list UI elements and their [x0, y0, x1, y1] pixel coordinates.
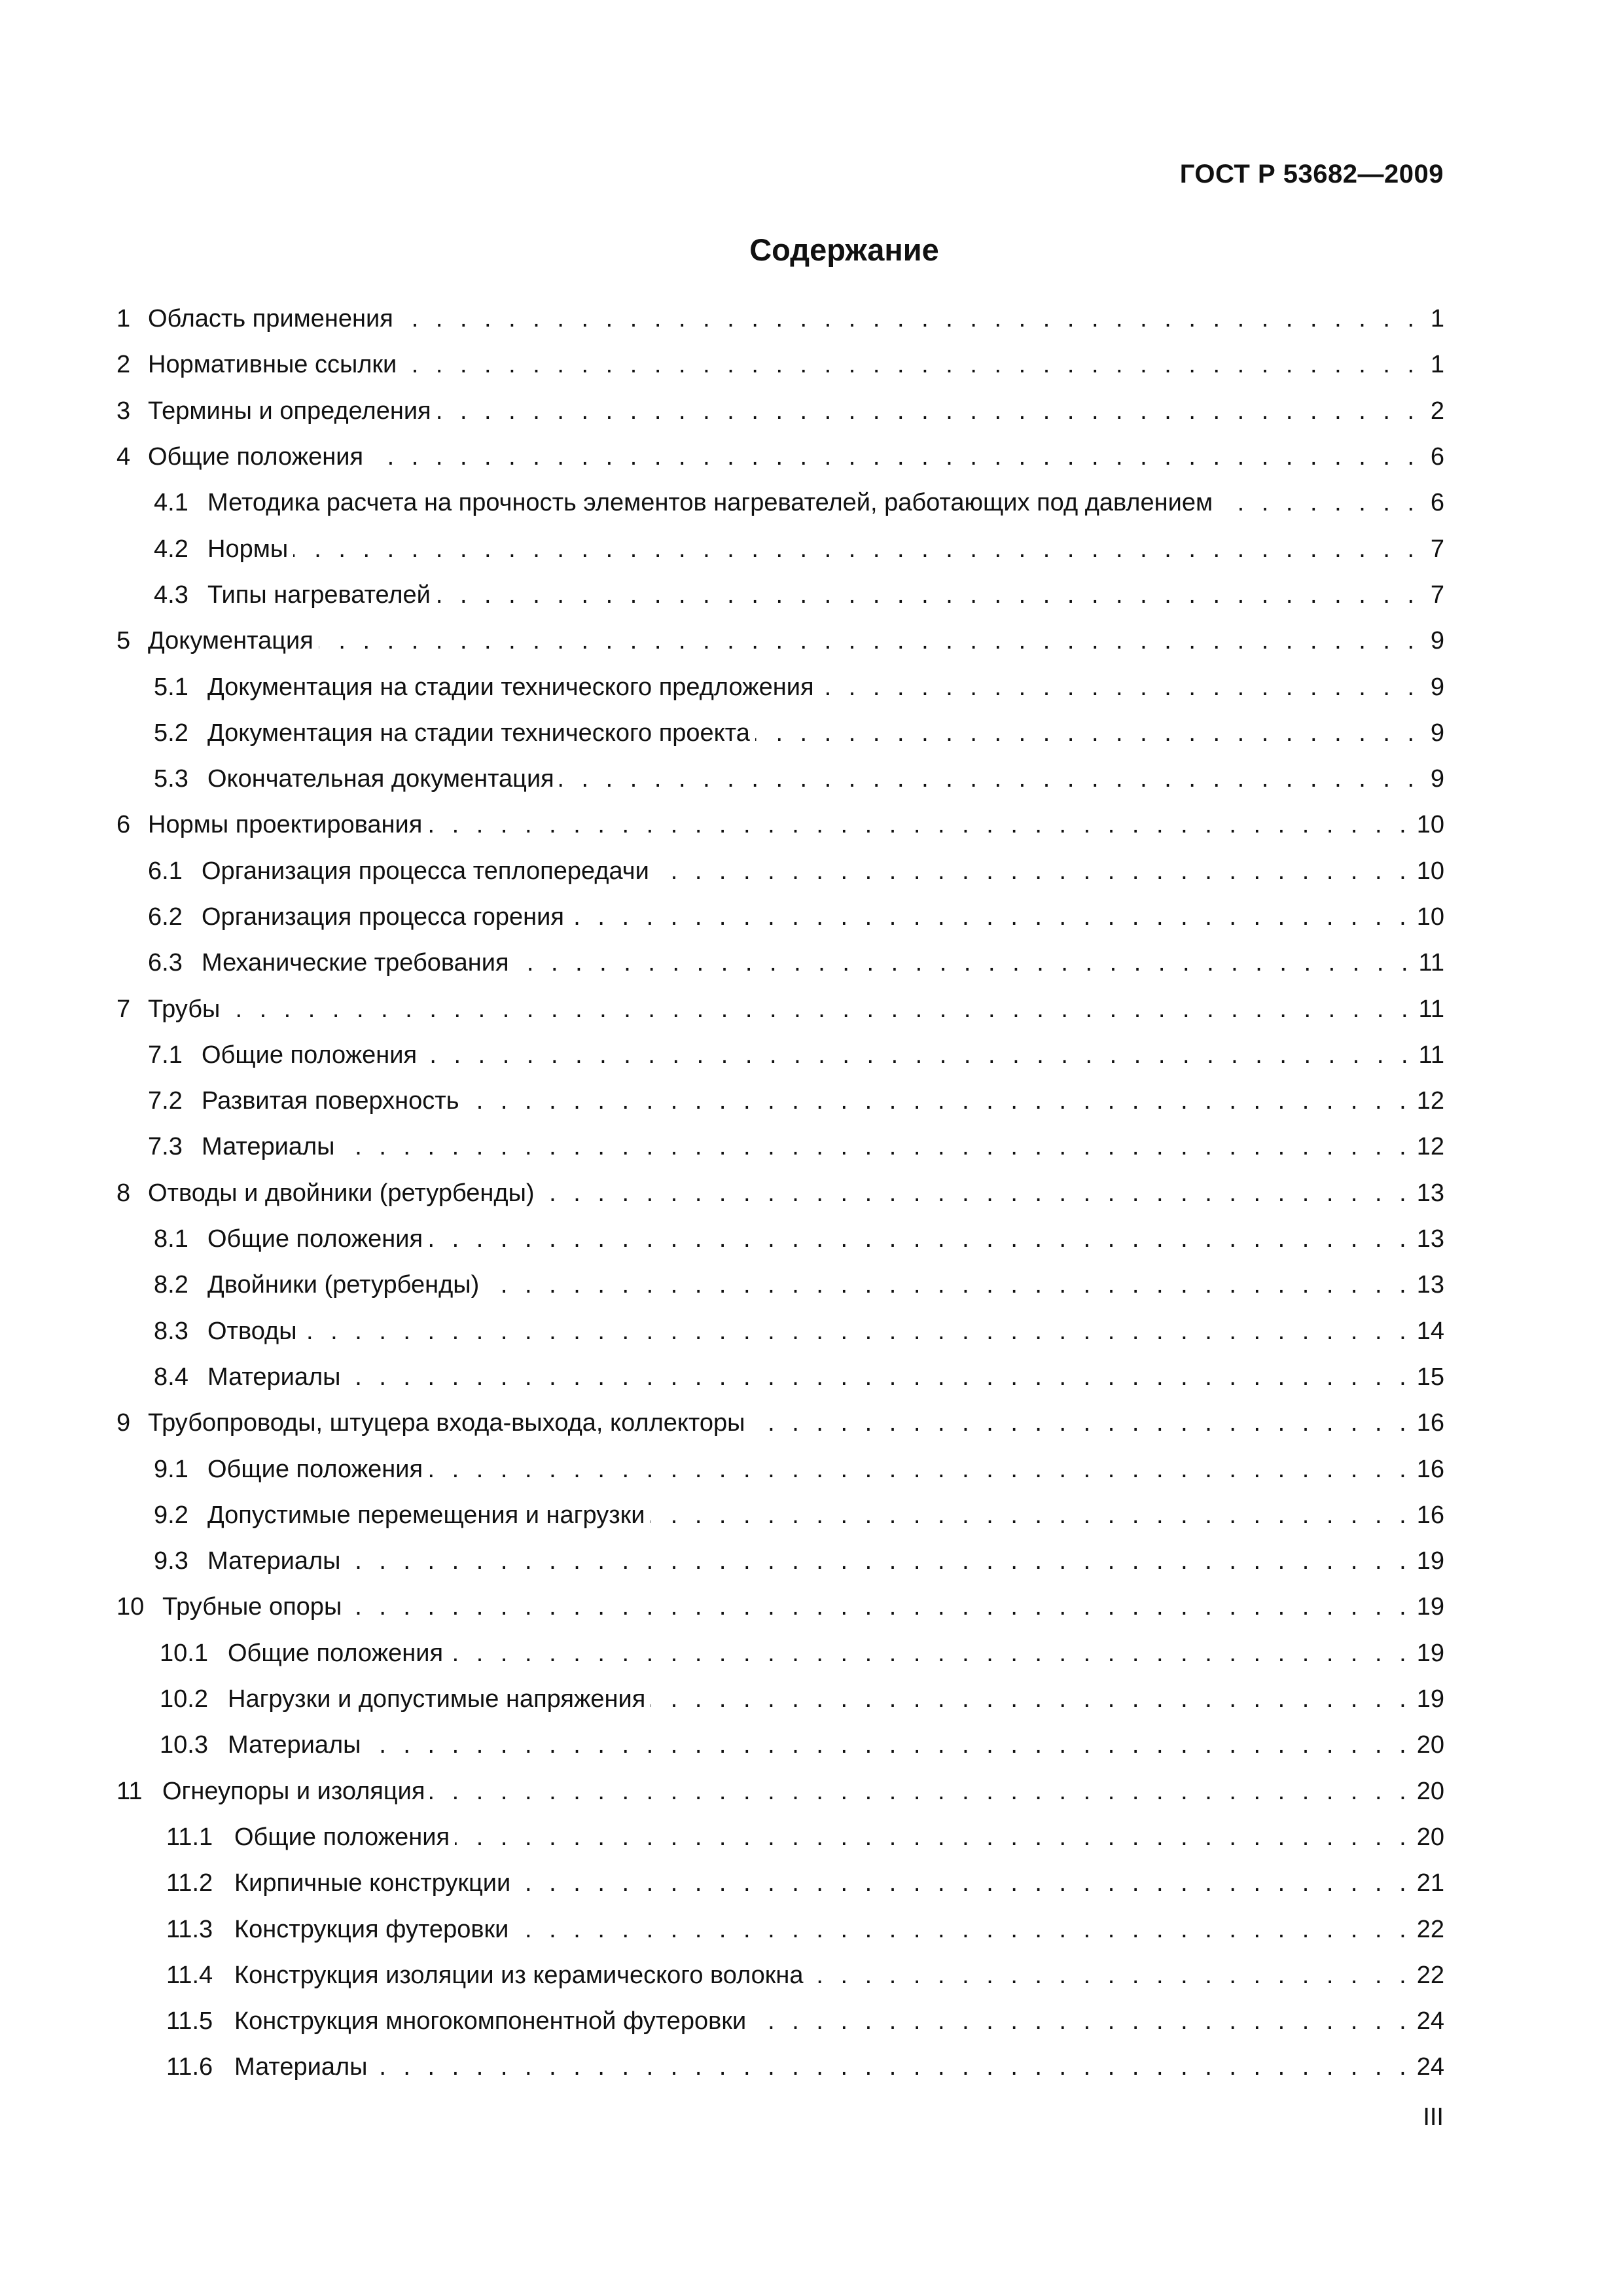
dot-leader	[428, 1227, 1412, 1251]
toc-entry-page: 19	[1416, 1593, 1444, 1621]
toc-entry-page: 14	[1416, 1317, 1444, 1345]
toc-entry-label: Материалы	[202, 1133, 335, 1161]
toc-entry-label: Двойники (ретурбенды)	[207, 1271, 480, 1299]
toc-entry-page: 1	[1430, 305, 1444, 333]
toc-entry-page: 16	[1416, 1409, 1444, 1437]
toc-entry[interactable]	[116, 802, 1444, 848]
toc-entry-number: 10	[116, 1593, 145, 1621]
toc-subentry[interactable]	[116, 1952, 1444, 1998]
dot-leader	[651, 1503, 1412, 1528]
toc-entry-page: 1	[1430, 351, 1444, 379]
toc-subentry[interactable]	[116, 1124, 1444, 1170]
toc-entry-label: Документация на стадии технического проекта	[207, 719, 750, 747]
dot-leader	[1218, 490, 1419, 515]
toc-subentry[interactable]	[116, 1906, 1444, 1952]
toc-entry-page: 20	[1416, 1823, 1444, 1851]
toc-entry-number: 4.2	[154, 535, 188, 563]
toc-entry-page: 7	[1430, 535, 1444, 563]
page-folio: III	[1423, 2104, 1444, 2131]
dot-leader	[302, 1319, 1412, 1344]
toc-entry-label: Общие положения	[202, 1041, 418, 1069]
toc-entry-label: Нормативные ссылки	[148, 351, 397, 379]
dot-leader	[465, 1088, 1412, 1113]
toc-entry-number: 4.1	[154, 489, 188, 517]
toc-subentry[interactable]	[116, 2044, 1444, 2090]
toc-entry-number: 11.6	[166, 2053, 213, 2081]
dot-leader	[750, 1410, 1411, 1435]
toc-entry-page: 2	[1430, 397, 1444, 425]
toc-entry-label: Развитая поверхность	[202, 1087, 459, 1115]
toc-entry-number: 11.2	[166, 1869, 213, 1897]
toc-entry[interactable]	[116, 618, 1444, 664]
toc-entry-number: 5.3	[154, 765, 188, 793]
toc-entry-page: 15	[1416, 1363, 1444, 1391]
toc-entry-number: 4	[116, 443, 131, 471]
toc-subentry[interactable]	[116, 1446, 1444, 1492]
toc-subentry[interactable]	[116, 710, 1444, 756]
toc-entry-number: 10.2	[160, 1685, 208, 1713]
toc-entry-number: 7.2	[148, 1087, 183, 1115]
dot-leader	[368, 444, 1419, 469]
toc-entry[interactable]	[116, 388, 1444, 434]
dot-leader	[560, 766, 1419, 791]
dot-leader	[540, 1181, 1412, 1206]
toc-entry-label: Термины и определения	[148, 397, 431, 425]
toc-entry[interactable]	[116, 342, 1444, 387]
dot-leader	[340, 1134, 1411, 1159]
toc-subentry[interactable]	[116, 572, 1444, 618]
toc-entry-page: 11	[1418, 1041, 1444, 1069]
dot-leader	[514, 1917, 1411, 1942]
toc-entry-page: 13	[1416, 1179, 1444, 1207]
toc-subentry[interactable]	[116, 1860, 1444, 1906]
toc-entry-label: Нормы проектирования	[148, 811, 423, 839]
toc-subentry[interactable]	[116, 894, 1444, 940]
toc-entry-label: Допустимые перемещения и нагрузки	[207, 1501, 645, 1529]
toc-entry-label: Область применения	[148, 305, 393, 333]
toc-entry-page: 9	[1430, 627, 1444, 655]
toc-entry-page: 20	[1416, 1731, 1444, 1759]
dot-leader	[755, 721, 1419, 745]
toc-entry-number: 11.4	[166, 1961, 213, 1989]
dot-leader	[366, 1732, 1411, 1757]
toc-entry-label: Огнеупоры и изоляция	[162, 1777, 425, 1805]
toc-entry-number: 7.1	[148, 1041, 183, 1069]
toc-entry[interactable]	[116, 986, 1444, 1031]
toc-entry-page: 9	[1430, 673, 1444, 701]
toc-entry-label: Типы нагревателей	[207, 581, 431, 609]
dot-leader	[448, 1641, 1412, 1666]
dot-leader	[346, 1365, 1411, 1390]
toc-entry-number: 9	[116, 1409, 131, 1437]
toc-entry-label: Документация	[148, 627, 313, 655]
toc-entry-label: Окончательная документация	[207, 765, 554, 793]
toc-subentry[interactable]	[116, 1538, 1444, 1584]
toc-entry-number: 7.3	[148, 1133, 183, 1161]
dot-leader	[319, 628, 1419, 653]
dot-leader	[346, 1549, 1411, 1573]
dot-leader	[484, 1272, 1411, 1297]
toc-entry-label: Кирпичные конструкции	[234, 1869, 511, 1897]
toc-subentry[interactable]	[116, 1722, 1444, 1768]
toc-entry-number: 4.3	[154, 581, 188, 609]
toc-subentry[interactable]	[116, 848, 1444, 894]
toc-entry-page: 22	[1416, 1915, 1444, 1943]
toc-entry-page: 9	[1430, 765, 1444, 793]
dot-leader	[293, 537, 1419, 562]
toc-entry-page: 13	[1416, 1271, 1444, 1299]
toc-entry-label: Общие положения	[207, 1225, 423, 1253]
toc-entry-page: 20	[1416, 1777, 1444, 1805]
toc-entry-label: Конструкция футеровки	[234, 1915, 509, 1943]
toc-entry-label: Трубопроводы, штуцера входа-выхода, коллекторы	[148, 1409, 745, 1437]
toc-entry-number: 5.1	[154, 673, 188, 701]
toc-entry-number: 11.1	[166, 1823, 213, 1851]
toc-subentry[interactable]	[116, 940, 1444, 986]
dot-leader	[428, 1457, 1412, 1482]
toc-entry[interactable]	[116, 1400, 1444, 1446]
toc-subentry[interactable]	[116, 1354, 1444, 1400]
toc-entry-page: 6	[1430, 443, 1444, 471]
toc-entry-number: 11	[116, 1777, 143, 1805]
toc-subentry[interactable]	[116, 480, 1444, 526]
toc-entry-label: Материалы	[207, 1547, 341, 1575]
toc-entry-page: 16	[1416, 1501, 1444, 1529]
toc-entry-label: Конструкция изоляции из керамического волокна	[234, 1961, 804, 1989]
toc-subentry[interactable]	[116, 1216, 1444, 1262]
dot-leader	[436, 583, 1419, 607]
toc-entry-label: Организация процесса горения	[202, 903, 564, 931]
dot-leader	[437, 399, 1419, 423]
toc-entry-number: 6	[116, 811, 131, 839]
toc-entry-number: 8.1	[154, 1225, 188, 1253]
toc-entry[interactable]	[116, 1584, 1444, 1630]
toc-entry-label: Нормы	[207, 535, 289, 563]
toc-entry-number: 9.2	[154, 1501, 188, 1529]
toc-subentry[interactable]	[116, 1676, 1444, 1722]
toc-entry-page: 19	[1416, 1639, 1444, 1667]
toc-entry-page: 19	[1416, 1685, 1444, 1713]
table-of-contents	[116, 296, 1444, 2090]
toc-entry-number: 6.3	[148, 949, 183, 977]
toc-subentry[interactable]	[116, 1308, 1444, 1354]
toc-entry-number: 11.5	[166, 2007, 213, 2036]
toc-entry-number: 2	[116, 351, 131, 379]
toc-entry-label: Методика расчета на прочность элементов нагревателей, работающих под давлением	[207, 489, 1213, 517]
toc-subentry[interactable]	[116, 1032, 1444, 1078]
toc-entry-page: 19	[1416, 1547, 1444, 1575]
toc-entry-label: Нагрузки и допустимые напряжения	[228, 1685, 646, 1713]
toc-entry-number: 6.2	[148, 903, 183, 931]
toc-entry-label: Общие положения	[207, 1455, 423, 1483]
dot-leader	[372, 2054, 1411, 2079]
toc-entry-number: 1	[116, 305, 131, 333]
toc-entry-number: 5	[116, 627, 131, 655]
toc-subentry[interactable]	[116, 1262, 1444, 1308]
dot-leader	[751, 2009, 1412, 2034]
toc-entry-number: 11.3	[166, 1915, 213, 1943]
document-code: ГОСТ Р 53682—2009	[1179, 160, 1444, 188]
toc-entry[interactable]	[116, 434, 1444, 480]
toc-subentry[interactable]	[116, 1078, 1444, 1124]
toc-entry-label: Общие положения	[234, 1823, 450, 1851]
dot-leader	[654, 859, 1412, 884]
toc-entry-number: 9.3	[154, 1547, 188, 1575]
toc-subentry[interactable]	[116, 1630, 1444, 1676]
toc-title: Содержание	[749, 232, 939, 267]
toc-entry-label: Конструкция многокомпонентной футеровки	[234, 2007, 747, 2036]
toc-entry-page: 10	[1416, 857, 1444, 885]
toc-entry-label: Общие положения	[148, 443, 364, 471]
toc-entry-page: 13	[1416, 1225, 1444, 1253]
toc-entry-number: 9.1	[154, 1455, 188, 1483]
dot-leader	[455, 1825, 1412, 1850]
toc-entry-number: 10.1	[160, 1639, 208, 1667]
dot-leader	[347, 1594, 1411, 1619]
toc-entry-page: 22	[1416, 1961, 1444, 1989]
toc-entry[interactable]	[116, 1170, 1444, 1216]
toc-entry-page: 7	[1430, 581, 1444, 609]
dot-leader	[399, 306, 1419, 331]
toc-entry-label: Трубные опоры	[162, 1593, 342, 1621]
toc-entry-label: Отводы	[207, 1317, 297, 1345]
toc-subentry[interactable]	[116, 526, 1444, 571]
toc-entry[interactable]	[116, 1768, 1444, 1814]
dot-leader	[819, 675, 1419, 700]
dot-leader	[402, 352, 1419, 377]
dot-leader	[225, 997, 1413, 1022]
toc-entry-page: 11	[1418, 949, 1444, 977]
toc-entry-label: Трубы	[148, 995, 221, 1023]
toc-entry-page: 24	[1416, 2053, 1444, 2081]
dot-leader	[422, 1043, 1414, 1067]
toc-entry-label: Документация на стадии технического предложения	[207, 673, 814, 701]
toc-subentry[interactable]	[116, 1998, 1444, 2044]
dot-leader	[427, 812, 1411, 837]
toc-entry-page: 10	[1416, 811, 1444, 839]
dot-leader	[514, 950, 1414, 975]
toc-entry-number: 3	[116, 397, 131, 425]
toc-entry-number: 6.1	[148, 857, 183, 885]
dot-leader	[516, 1871, 1412, 1895]
toc-entry[interactable]	[116, 296, 1444, 342]
toc-entry-label: Материалы	[228, 1731, 361, 1759]
toc-entry-number: 8.2	[154, 1271, 188, 1299]
toc-entry-label: Механические требования	[202, 949, 509, 977]
toc-subentry[interactable]	[116, 664, 1444, 709]
toc-entry-page: 6	[1430, 489, 1444, 517]
toc-entry-page: 12	[1416, 1087, 1444, 1115]
toc-entry-label: Организация процесса теплопередачи	[202, 857, 649, 885]
dot-leader	[430, 1779, 1411, 1804]
toc-entry-number: 10.3	[160, 1731, 208, 1759]
toc-entry-label: Общие положения	[228, 1639, 444, 1667]
toc-entry-label: Отводы и двойники (ретурбенды)	[148, 1179, 535, 1207]
toc-entry-page: 9	[1430, 719, 1444, 747]
toc-entry-number: 8.3	[154, 1317, 188, 1345]
toc-subentry[interactable]	[116, 1492, 1444, 1538]
toc-entry-number: 5.2	[154, 719, 188, 747]
toc-entry-page: 12	[1416, 1133, 1444, 1161]
toc-subentry[interactable]	[116, 756, 1444, 802]
dot-leader	[809, 1963, 1412, 1988]
toc-entry-label: Материалы	[234, 2053, 368, 2081]
toc-entry-label: Материалы	[207, 1363, 341, 1391]
toc-entry-number: 8.4	[154, 1363, 188, 1391]
toc-entry-page: 24	[1416, 2007, 1444, 2036]
toc-entry-page: 11	[1418, 995, 1444, 1023]
toc-subentry[interactable]	[116, 1814, 1444, 1860]
toc-entry-page: 21	[1416, 1869, 1444, 1897]
dot-leader	[651, 1687, 1411, 1712]
toc-entry-page: 10	[1416, 903, 1444, 931]
dot-leader	[569, 905, 1412, 929]
toc-entry-number: 7	[116, 995, 131, 1023]
toc-entry-page: 16	[1416, 1455, 1444, 1483]
toc-entry-number: 8	[116, 1179, 131, 1207]
